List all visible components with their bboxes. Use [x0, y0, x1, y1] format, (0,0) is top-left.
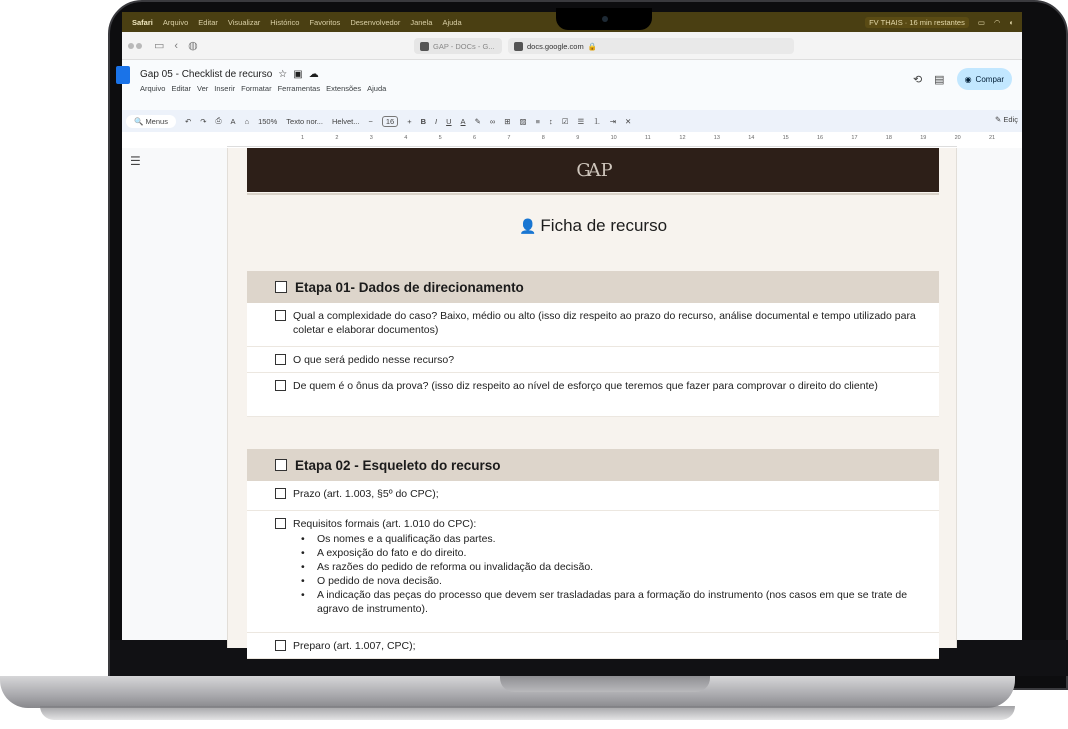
ruler-tick: 21: [989, 135, 996, 141]
docs-menu-item[interactable]: Ajuda: [367, 84, 387, 93]
section-etapa-02: [247, 449, 939, 659]
window-controls[interactable]: [128, 40, 144, 52]
paint-format-icon[interactable]: ⌂: [244, 116, 250, 126]
checkbox[interactable]: [275, 488, 286, 499]
checkbox[interactable]: [275, 640, 286, 651]
docs-menu-item[interactable]: Ver: [197, 84, 209, 93]
item-text: Requisitos formais (art. 1.010 do CPC):: [293, 518, 477, 530]
browser-tab[interactable]: [414, 38, 502, 54]
menu-item[interactable]: Editar: [198, 17, 218, 27]
tab-label: GAP - DOCs - G...: [433, 41, 495, 51]
font-select[interactable]: Helvet...: [331, 116, 360, 126]
list-item: • O pedido de nova decisão.: [275, 574, 931, 588]
docs-menu-item[interactable]: Extensões: [326, 84, 362, 93]
checklist-item: [247, 633, 939, 659]
docs-menu-item[interactable]: Formatar: [241, 84, 272, 93]
bullet-list-icon[interactable]: ☰: [577, 116, 585, 126]
docs-favicon-icon: [420, 42, 429, 51]
document-heading: 👤 Ficha de recurso: [518, 216, 668, 235]
ruler-tick: 4: [404, 135, 408, 141]
address-bar[interactable]: [508, 38, 794, 54]
undo-icon[interactable]: ↶: [184, 116, 192, 126]
document-page[interactable]: [227, 148, 957, 652]
format-toolbar: [122, 110, 1022, 132]
text-color-icon[interactable]: A: [460, 116, 466, 126]
checkbox[interactable]: [275, 380, 286, 391]
list-item: • A indicação das peças do processo que devem ser trasladadas para a formação do instrumento (nos casos em que se trate de agravo de instrumento).: [275, 588, 931, 616]
screen: [122, 12, 1022, 652]
shield-icon[interactable]: ◍: [188, 40, 198, 52]
checkbox[interactable]: [275, 459, 287, 471]
divider: [247, 193, 939, 195]
item-text: O que será pedido nesse recurso?: [293, 354, 455, 366]
checklist-item: [247, 347, 939, 373]
ruler-tick: 13: [713, 135, 720, 141]
line-spacing-icon[interactable]: ↕: [549, 116, 553, 126]
docs-menu-item[interactable]: Inserir: [214, 84, 236, 93]
cloud-icon[interactable]: ☁: [308, 69, 319, 80]
checklist-item: [247, 303, 939, 347]
list-item: • Os nomes e a qualificação das partes.: [275, 532, 931, 546]
docs-menu-item[interactable]: Ferramentas: [277, 84, 321, 93]
history-icon[interactable]: ⟲: [912, 73, 923, 86]
laptop-opening-notch: [500, 676, 710, 692]
menu-bar-status: [865, 12, 1014, 32]
ruler[interactable]: [227, 133, 996, 147]
font-size-increase[interactable]: +: [407, 116, 412, 126]
item-text: De quem é o ônus da prova? (isso diz respeito ao nível de esforço que teremos que fazer para comprovar o direito do cliente): [293, 380, 878, 392]
font-size-input[interactable]: 16: [382, 116, 398, 127]
star-icon[interactable]: ☆: [278, 69, 288, 80]
address-text: docs.google.com: [527, 41, 584, 51]
camera-icon: [602, 16, 608, 22]
ruler-tick: 20: [954, 135, 961, 141]
item-text: Prazo (art. 1.003, §5º do CPC);: [293, 488, 439, 500]
sidebar-icon[interactable]: ▭: [154, 40, 165, 52]
checklist-item: [247, 511, 939, 633]
menu-item[interactable]: Favoritos: [309, 17, 341, 27]
outline-icon[interactable]: ☰: [130, 154, 141, 168]
docs-menu-item[interactable]: Editar: [171, 84, 192, 93]
docs-menu-item[interactable]: Arquivo: [140, 84, 166, 93]
checklist-icon[interactable]: ☑: [561, 116, 569, 126]
document-area: [122, 148, 1022, 652]
numbered-list-icon[interactable]: ⒈: [593, 116, 601, 126]
ruler-tick: 15: [782, 135, 789, 141]
ruler-tick: 2: [335, 135, 339, 141]
status-text[interactable]: FV THAIS · 16 min restantes: [865, 17, 969, 28]
ruler-tick: 9: [576, 135, 580, 141]
indent-icon[interactable]: ⇥: [609, 116, 617, 126]
menu-item[interactable]: Arquivo: [162, 17, 189, 27]
document-title[interactable]: Gap 05 - Checklist de recurso: [140, 69, 273, 80]
docs-logo-icon[interactable]: [116, 66, 130, 84]
ruler-tick: 17: [851, 135, 858, 141]
section-heading: Etapa 01- Dados de direcionamento: [247, 271, 939, 303]
control-center-icon[interactable]: ◐: [1009, 17, 1014, 27]
item-text: Preparo (art. 1.007, CPC);: [293, 640, 416, 652]
image-icon[interactable]: ▨: [519, 116, 527, 126]
checklist-item: [247, 373, 939, 417]
checkbox[interactable]: [275, 281, 287, 293]
menu-item[interactable]: Visualizar: [227, 17, 261, 27]
laptop-shadow: [40, 706, 1015, 720]
section-etapa-01: [247, 271, 939, 417]
list-item: • A exposição do fato e do direito.: [275, 546, 931, 560]
checkbox[interactable]: [275, 310, 286, 321]
ruler-tick: 7: [507, 135, 511, 141]
browser-toolbar: [122, 32, 1022, 60]
zoom-select[interactable]: 150%: [258, 116, 278, 126]
menu-app-name[interactable]: Safari: [132, 17, 153, 27]
menu-item[interactable]: Desenvolvedor: [350, 17, 401, 27]
bold-icon[interactable]: B: [420, 116, 427, 126]
menu-item[interactable]: Ajuda: [442, 17, 462, 27]
highlight-icon[interactable]: ✎: [474, 116, 481, 126]
requirements-list: [275, 532, 931, 616]
ruler-tick: 14: [748, 135, 755, 141]
lock-icon: 🔒: [587, 41, 598, 51]
ruler-tick: 16: [817, 135, 824, 141]
docs-header: [122, 60, 1022, 110]
comments-icon[interactable]: ▤: [934, 73, 945, 86]
section-heading: Etapa 02 - Esqueleto do recurso: [247, 449, 939, 481]
menu-item[interactable]: Janela: [410, 17, 433, 27]
battery-icon[interactable]: ▭: [977, 17, 985, 27]
back-icon[interactable]: ‹: [174, 39, 179, 52]
italic-icon[interactable]: I: [435, 116, 438, 126]
item-text: Qual a complexidade do caso? Baixo, médio ou alto (isso diz respeito ao prazo do recurso, análise documental e tempo utilizado para coletar e elaborar documentos): [293, 310, 916, 336]
ruler-tick: 8: [541, 135, 545, 141]
ruler-tick: 18: [885, 135, 892, 141]
comment-icon[interactable]: ⊞: [504, 116, 511, 126]
spellcheck-icon[interactable]: A: [230, 116, 236, 126]
ruler-tick: 3: [369, 135, 373, 141]
align-icon[interactable]: ≡: [535, 116, 540, 126]
share-label: Compar: [975, 74, 1004, 84]
ruler-tick: 6: [473, 135, 477, 141]
ruler-tick: 10: [610, 135, 617, 141]
docs-menu-bar: [140, 84, 386, 93]
menus-search[interactable]: 🔍 Menus: [126, 115, 176, 128]
font-size-decrease[interactable]: −: [368, 116, 373, 126]
person-icon: 👤: [518, 218, 537, 234]
underline-icon[interactable]: U: [446, 116, 452, 126]
list-item: • As razões do pedido de reforma ou invalidação da decisão.: [275, 560, 931, 574]
print-icon[interactable]: ⎙: [215, 116, 222, 125]
ruler-tick: 11: [645, 135, 651, 141]
header-banner: [247, 148, 939, 192]
checkbox[interactable]: [275, 518, 286, 529]
style-select[interactable]: Texto nor...: [286, 116, 323, 126]
docs-favicon-icon: [514, 42, 523, 51]
ruler-tick: 19: [920, 135, 927, 141]
checklist-item: [247, 481, 939, 511]
ruler-tick: 12: [679, 135, 686, 141]
clear-format-icon[interactable]: ✕: [625, 116, 632, 126]
link-icon[interactable]: ∞: [489, 116, 496, 126]
checkbox[interactable]: [275, 354, 286, 365]
redo-icon[interactable]: ↷: [200, 116, 207, 126]
wifi-icon[interactable]: ◠: [993, 17, 1001, 27]
menu-item[interactable]: Histórico: [270, 17, 300, 27]
editing-mode[interactable]: ✎ Ediç: [995, 115, 1018, 124]
folder-icon[interactable]: ▣: [293, 69, 303, 80]
share-button[interactable]: [957, 68, 1012, 90]
globe-icon: ◉: [964, 74, 972, 84]
ruler-tick: 1: [301, 135, 305, 141]
brand-logo: GA P: [576, 159, 610, 181]
ruler-tick: 5: [438, 135, 442, 141]
